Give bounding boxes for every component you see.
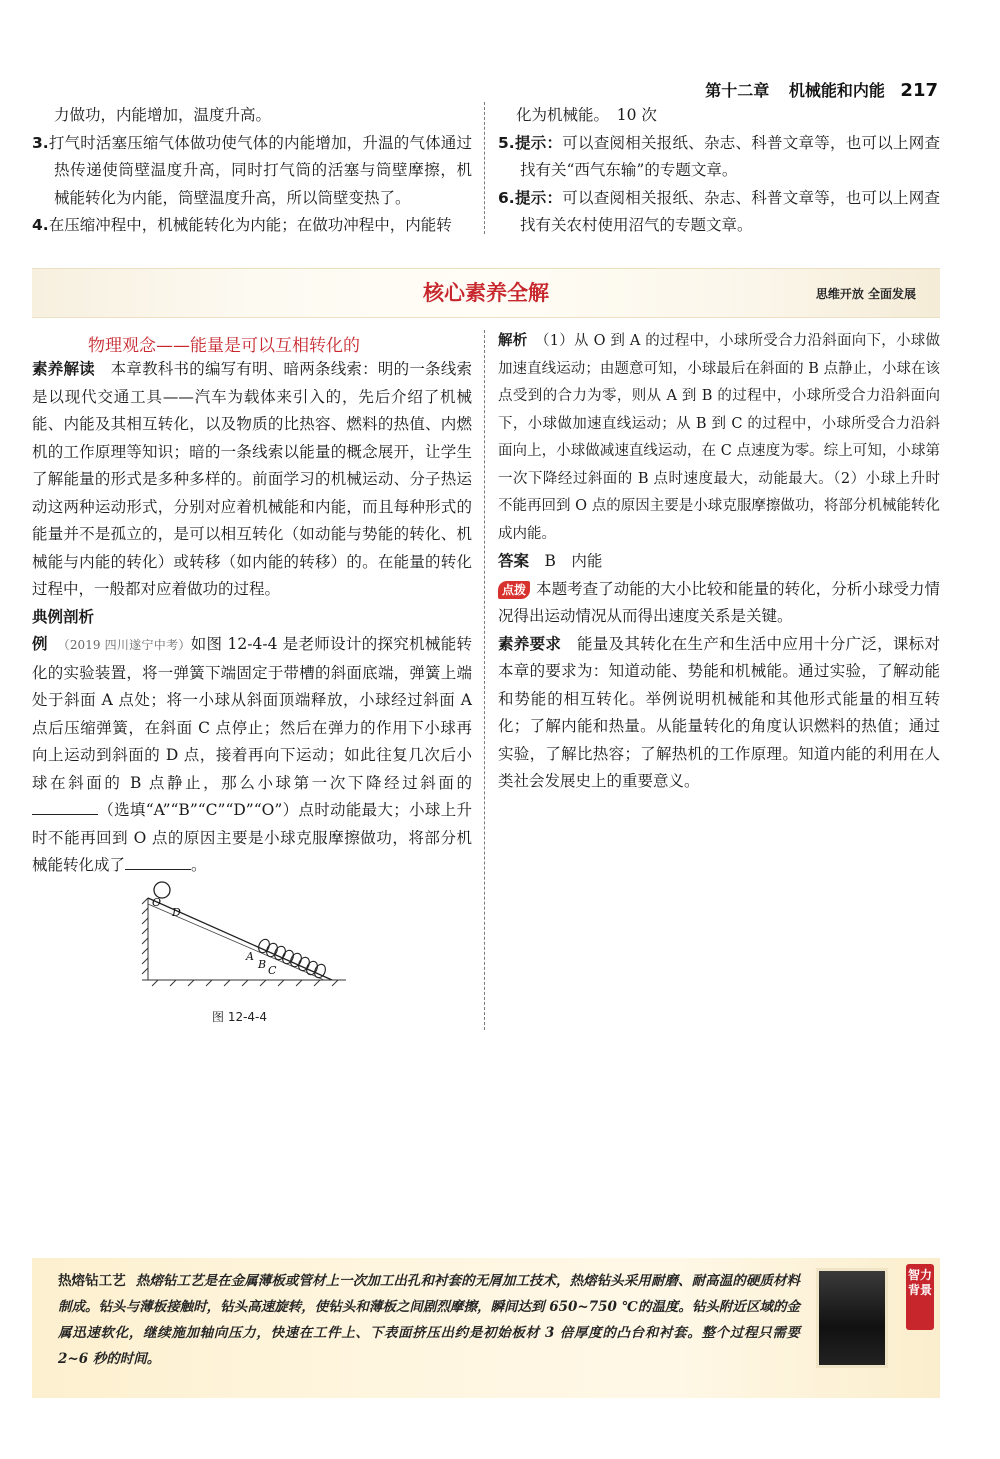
incline-figure	[140, 876, 350, 1001]
example-source: （2019 四川遂宁中考）	[63, 638, 191, 652]
tip-box-text	[58, 1268, 800, 1372]
chapter-label: 第十二章	[705, 81, 770, 100]
answer-6-label: 提示：	[514, 188, 563, 207]
background-tip-box	[32, 1258, 940, 1398]
top-column-divider	[484, 102, 485, 234]
section-title: 核心素养全解	[423, 281, 549, 305]
answer-6-text: 可以查阅相关报纸、杂志、科普文章等，也可以上网查找有关农村使用沼气的专题文章。	[520, 188, 940, 234]
reading-label: 素养解读	[32, 360, 95, 378]
label-B: B	[258, 958, 267, 971]
top-left-answers	[32, 102, 472, 240]
chapter-title: 机械能和内能	[788, 81, 885, 100]
answer-5-number: 5.	[498, 133, 515, 152]
reading-paragraph	[32, 356, 472, 604]
requirement-paragraph	[498, 631, 940, 796]
answer-3	[32, 130, 472, 213]
tip-paragraph	[498, 576, 940, 631]
example-end: 。	[191, 856, 207, 874]
answer-3-text: 打气时活塞压缩气体做功使气体的内能增加，升温的气体通过热传递使筒壁温度升高，同时打气筒的活塞与筒壁摩擦，机械能转化为内能，筒壁温度升高，所以筒壁变热了。	[48, 133, 472, 207]
example-heading: 典例剖析	[32, 607, 95, 626]
top-right-answers	[498, 102, 940, 240]
label-A: A	[246, 950, 254, 963]
example-paragraph	[32, 631, 472, 880]
right-column-body	[498, 328, 940, 796]
requirement-text: 能量及其转化在生产和生活中应用十分广泛，课标对本章的要求为：知道动能、势能和机械能。通过实验，了解动能和势能的相互转化。举例说明机械能和其他形式能量的相互转化；了解内能和热量。从能量转化的角度认识燃料的热值；通过实验，了解比热容；了解热机的工作原理。知道内能的利用在人类社会发展史上的重要意义。	[498, 634, 940, 790]
tip-box-badge: 智力背景	[906, 1264, 934, 1330]
tip-badge: 点拨	[498, 581, 530, 599]
label-D: D	[172, 906, 181, 919]
label-C: C	[268, 964, 277, 977]
figure-caption: 图 12-4-4	[212, 1010, 268, 1024]
section-subtitle: 思维开放 全面发展	[815, 287, 916, 301]
answer-4-text: 在压缩冲程中，机械能转化为内能；在做功冲程中，内能转	[48, 216, 452, 234]
answer-4-number: 4.	[32, 216, 49, 234]
answer-5-text: 可以查阅相关报纸、杂志、科普文章等，也可以上网查找有关“西气东输”的专题文章。	[520, 133, 940, 179]
answer-label: 答案	[498, 552, 530, 570]
page-number: 217	[900, 80, 938, 101]
tip-box-body: 热熔钻工艺是在金属薄板或管材上一次加工出孔和衬套的无屑加工技术，热熔钻头采用耐磨、耐高温的硬质材料制成。钻头与薄板接触时，钻头高速旋转，使钻头和薄板之间剧烈摩擦，瞬间达到 650~750 ℃的温度。钻头附近区域的金属迅速软化，继续施加轴向压力，快速在工件上、下表面挤压出约是初始板材 3 倍厚度的凸台和衬套。整个过程只需要 2~6 秒的时间。	[58, 1273, 801, 1367]
left-column-body	[32, 356, 472, 880]
drilling-photo	[816, 1268, 888, 1368]
label-O: O	[152, 896, 162, 909]
topic-heading: 物理观念——能量是可以互相转化的	[88, 336, 360, 356]
answer-4-continued: 化为机械能。 10 次	[516, 106, 657, 124]
tip-box-label: 热熔钻工艺	[58, 1273, 126, 1289]
answer-6	[498, 185, 940, 240]
example-label: 例	[32, 635, 48, 653]
answer-5	[498, 130, 940, 185]
answer-5-label: 提示：	[514, 133, 563, 152]
analysis-paragraph	[498, 328, 940, 548]
incline-diagram	[140, 876, 350, 1001]
answer-blank-1	[32, 801, 98, 815]
answer-6-number: 6.	[498, 188, 515, 207]
tip-text: 本题考查了动能的大小比较和能量的转化，分析小球受力情况得出运动情况从而得出速度关系是关键。	[498, 579, 940, 625]
example-text-part2: （选填“A”“B”“C”“D”“O”）点时动能最大；小球上升时不能再回到 O 点的原因主要是小球克服摩擦做功，将部分机械能转化成了	[32, 801, 472, 874]
answer-4	[32, 212, 472, 240]
answer-blank-2	[125, 856, 191, 870]
requirement-label: 素养要求	[498, 634, 562, 653]
section-banner	[32, 268, 940, 318]
answer-text: B 内能	[544, 552, 603, 570]
analysis-label: 解析	[498, 333, 528, 349]
reading-text: 本章教科书的编写有明、暗两条线索：明的一条线索是以现代交通工具——汽车为载体来引入的，先后介绍了机械能、内能及其相互转化，以及物质的比热容、燃料的热值、内燃机的工作原理等知识；暗的一条线索以能量的概念展开，让学生了解能量的形式是多种多样的。前面学习的机械运动、分子热运动这两种运动形式，分别对应着机械能和内能，而且每种形式的能量并不是孤立的，是可以相互转化（如动能与势能的转化、机械能与内能的转化）或转移（如内能的转移）的。在能量的转化过程中，一般都对应着做功的过程。	[32, 360, 472, 598]
analysis-text: （1）从 O 到 A 的过程中，小球所受合力沿斜面向下，小球做加速直线运动；由题意可知，小球最后在斜面的 B 点静止，小球在该点受到的合力为零，则从 A 到 B 的过程中，小球所受合力沿斜面向下，小球做加速直线运动；从 B 到 C 的过程中，小球所受合力沿斜面向上，小球做减速直线运动，在 C 点速度为零。综上可知，小球第一次下降经过斜面的 B 点时速度最大，动能最大。（2）小球上升时不能再回到 O 点的原因主要是小球克服摩擦做功，将部分机械能转化成内能。	[498, 333, 940, 542]
example-text-part1: 如图 12-4-4 是老师设计的探究机械能转化的实验装置，将一弹簧下端固定于带槽的斜面底端，弹簧上端处于斜面 A 点处；将一小球从斜面顶端释放，小球经过斜面 A 点后压缩弹簧，在斜面 C 点停止；然后在弹力的作用下小球再向上运动到斜面的 D 点，接着再向下运动；如此往复几次后小球在斜面的 B 点静止，那么小球第一次下降经过斜面的	[32, 635, 472, 792]
answer-paragraph	[498, 548, 940, 576]
main-column-divider	[484, 330, 485, 1030]
answer-2-continued: 力做功，内能增加，温度升高。	[54, 106, 272, 124]
answer-3-number: 3.	[32, 133, 49, 152]
page-header	[705, 78, 938, 101]
